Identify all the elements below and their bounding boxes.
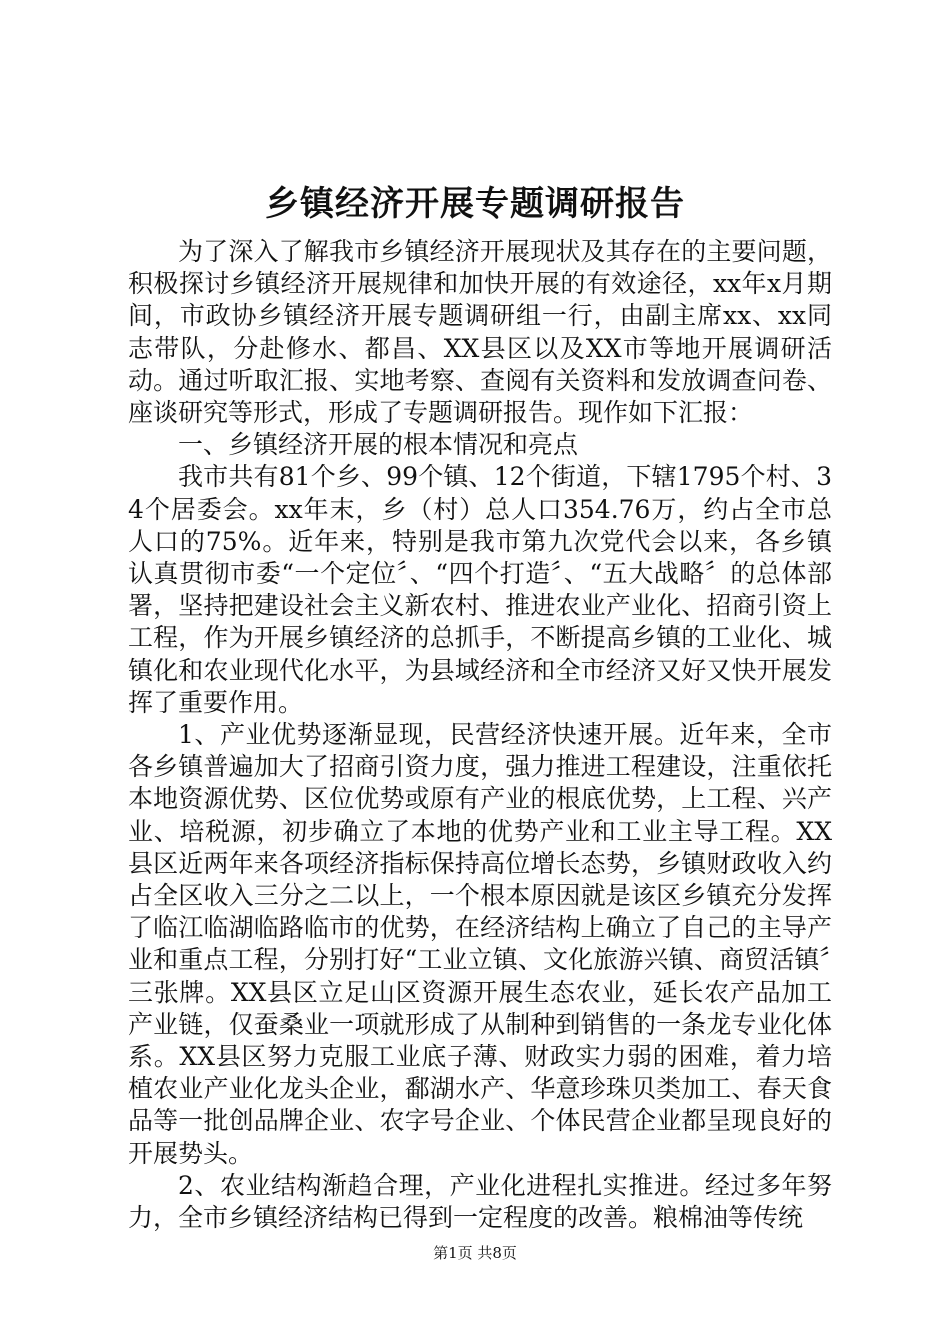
page-number-footer: 第1页 共8页 <box>433 1244 517 1262</box>
paragraph-intro: 为了深入了解我市乡镇经济开展现状及其存在的主要问题，积极探讨乡镇经济开展规律和加快开展的有效途径，xx年x月期间，市政协乡镇经济开展专题调研组一行，由副主席xx、xx同志带队，分赴修水、都昌、XX县区以及XX市等地开展调研活动。通过听取汇报、实地考察、查阅有关资料和发放调查问卷、座谈研究等形式，形成了专题调研报告。现作如下汇报： <box>128 237 832 428</box>
paragraph-point-2: 2、农业结构渐趋合理，产业化进程扎实推进。经过多年努力，全市乡镇经济结构已得到一定程度的改善。粮棉油等传统 <box>128 1170 832 1233</box>
paragraph-basic-situation: 我市共有81个乡、99个镇、12个街道，下辖1795个村、34个居委会。xx年末，乡（村）总人口354.76万，约占全市总人口的75%。近年来，特别是我市第九次党代会以来，各乡镇认真贯彻市委“一个定位〞、“四个打造〞、“五大战略〞的总体部署，坚持把建设社会主义新农村、推进农业产业化、招商引资上工程，作为开展乡镇经济的总抓手，不断提高乡镇的工业化、城镇化和农业现代化水平，为县域经济和全市经济又好又快开展发挥了重要作用。 <box>128 462 832 717</box>
paragraph-point-1: 1、产业优势逐渐显现，民营经济快速开展。近年来，全市各乡镇普遍加大了招商引资力度，强力推进工程建设，注重依托本地资源优势、区位优势或原有产业的根底优势，上工程、兴产业、培税源，初步确立了本地的优势产业和工业主导工程。XX县区近两年来各项经济指标保持高位增长态势，乡镇财政收入约占全区收入三分之二以上，一个根本原因就是该区乡镇充分发挥了临江临湖临路临市的优势，在经济结构上确立了自己的主导产业和重点工程，分别打好“工业立镇、文化旅游兴镇、商贸活镇〞三张牌。XX县区立足山区资源开展生态农业，延长农产品加工产业链，仅蚕桑业一项就形成了从制种到销售的一条龙专业化体系。XX县区努力克服工业底子薄、财政实力弱的困难，着力培植农业产业化龙头企业，鄱湖水产、华意珍珠贝类加工、春天食品等一批创品牌企业、农字号企业、个体民营企业都呈现良好的开展势头。 <box>128 720 832 1168</box>
document-body <box>128 236 832 1234</box>
document-title: 乡镇经济开展专题调研报告 <box>265 184 685 224</box>
section-heading-1: 一、乡镇经济开展的根本情况和亮点 <box>178 430 579 460</box>
